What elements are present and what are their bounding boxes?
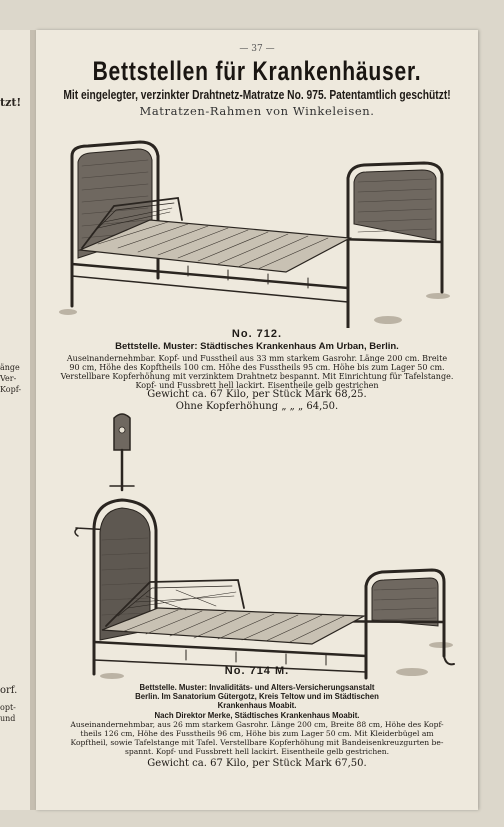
- left-fragment: änge: [0, 363, 20, 372]
- model-714m-price: Gewicht ca. 67 Kilo, per Stück Mark 67,50.: [147, 758, 367, 769]
- model-714m-desc-line: Auseinandernehmbar, aus 26 mm starkem Gasrohr. Länge 200 cm, Breite 88 cm, Höhe des Kopf-: [70, 720, 444, 729]
- page-subtitle: Mit eingelegter, verzinkter Drahtnetz-Matratze No. 975. Patentamtlich geschützt!: [63, 88, 451, 102]
- model-714m-heading-line: Bettstelle. Muster: Invaliditäts- und Alters-Versicherungsanstalt: [139, 683, 375, 692]
- model-712-desc-line: Kopf- und Fussbrett hell lackirt. Eisentheile gelb gestrichen: [135, 381, 379, 390]
- catalog-page: [36, 30, 478, 810]
- page-title: Bettstellen für Krankenhäuser.: [92, 56, 422, 86]
- model-712-desc-line: Verstellbare Kopferhöhung mit verzinktem Drahtnetz bespannt. Mit Einrichtung für Tafelstange.: [60, 372, 454, 381]
- model-714m-number: No. 714 M.: [224, 665, 290, 677]
- model-712-price: Gewicht ca. 67 Kilo, per Stück Mark 68,25.: [147, 389, 367, 400]
- model-714m-heading-line: Nach Direktor Merke, Städtisches Krankenhaus Moabit.: [154, 711, 360, 720]
- model-712-number: No. 712.: [231, 328, 283, 340]
- model-712-desc-line: 90 cm, Höhe des Kopftheils 100 cm. Höhe des Fusstheils 95 cm. Höhe bis zum Lager 50 cm.: [69, 363, 445, 372]
- left-fragment: orf.: [0, 685, 18, 696]
- left-fragment: tzt!: [0, 96, 22, 109]
- left-fragment: opt-: [0, 703, 16, 712]
- bed-714m-illustration: [66, 410, 466, 685]
- left-fragment: Ver-: [0, 374, 17, 383]
- model-714m-desc-line: theils 126 cm, Höhe des Fusstheils 96 cm, Höhe bis zum Lager 50 cm. Mit Kleiderbügel am: [80, 729, 434, 738]
- model-712-price-alt: Ohne Kopferhöhung „ „ „ 64,50.: [175, 401, 339, 412]
- bed-712-illustration: [58, 116, 458, 328]
- page-number: — 37 —: [239, 44, 275, 54]
- page-subtitle-2: Matratzen-Rahmen von Winkeleisen.: [139, 104, 375, 118]
- previous-page-edge: [0, 30, 31, 810]
- model-714m-desc-line: Kopftheil, sowie Tafelstange mit Tafel. Verstellbare Kopferhöhung mit Bandeisenkreuzgurten be-: [70, 738, 444, 747]
- model-714m-heading-line: Krankenhaus Moabit.: [217, 701, 297, 710]
- model-712-heading: Bettstelle. Muster: Städtisches Krankenhaus Am Urban, Berlin.: [115, 341, 399, 352]
- model-714m-desc-line: spannt. Kopf- und Fussbrett hell lackirt. Eisentheile gelb gestrichen.: [124, 747, 390, 756]
- model-714m-heading-line: Berlin. Im Sanatorium Gütergotz, Kreis Teltow und im Städtischen: [135, 692, 379, 701]
- model-712-desc-line: Auseinandernehmbar. Kopf- und Fusstheil aus 33 mm starkem Gasrohr. Länge 200 cm. Breite: [66, 354, 448, 363]
- left-fragment: und: [0, 714, 16, 723]
- left-fragment: Kopf-: [0, 385, 22, 394]
